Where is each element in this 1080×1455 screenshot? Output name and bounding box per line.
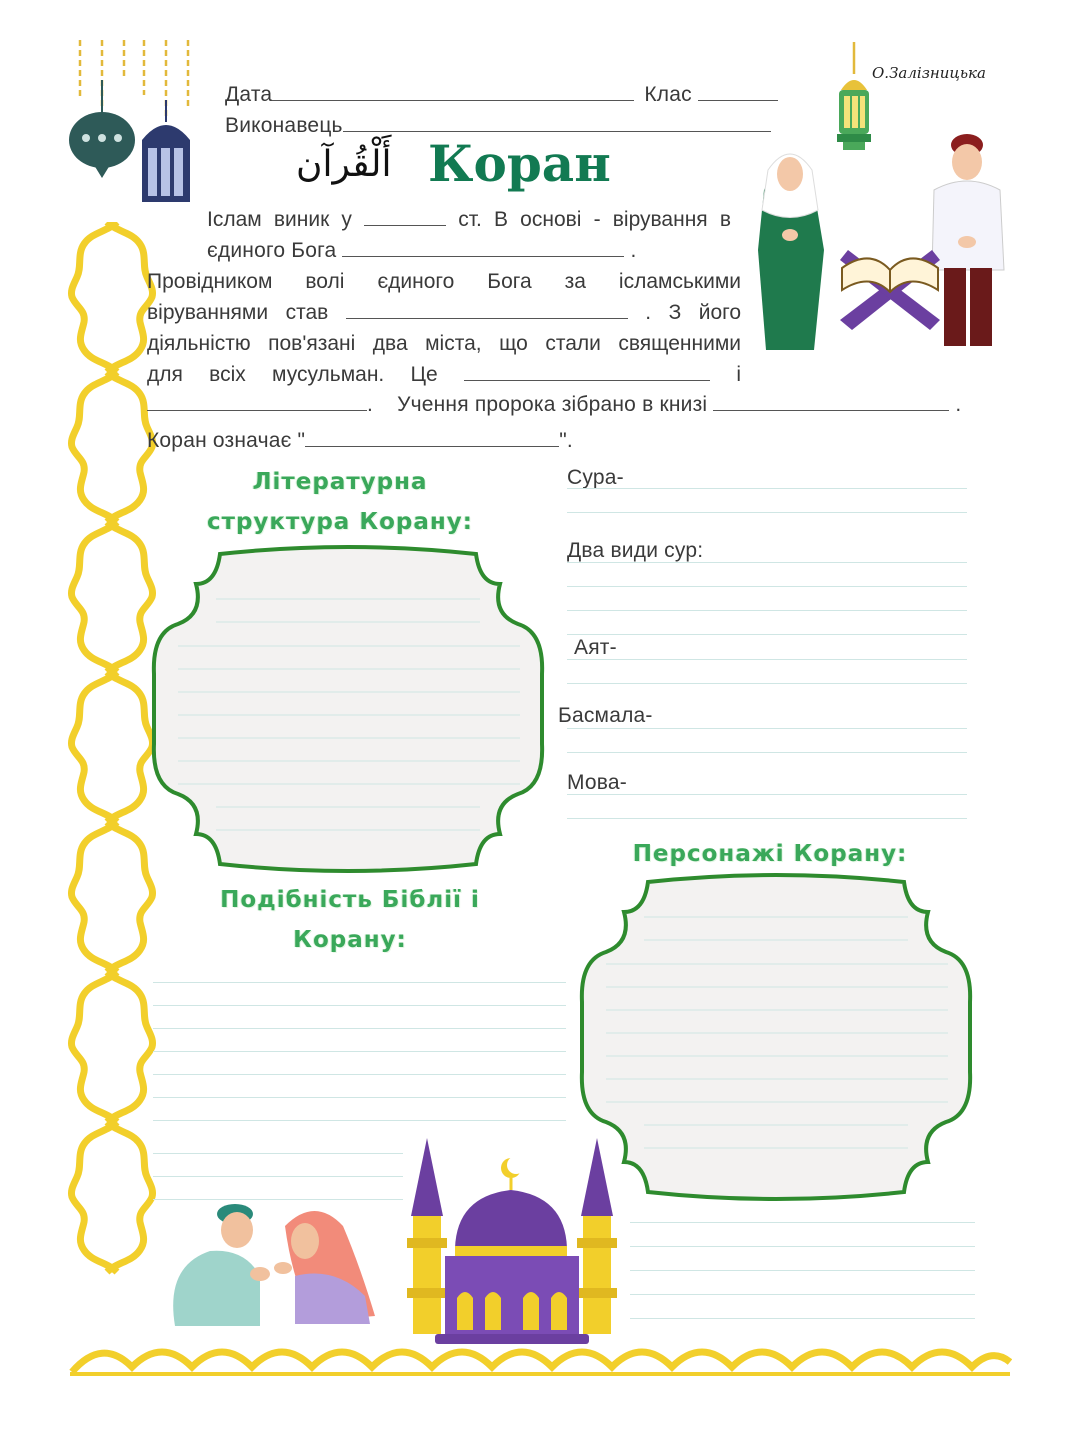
- language-label: Мова-: [567, 771, 628, 794]
- intro-text: віруваннями став: [147, 301, 329, 324]
- writing-line[interactable]: [567, 794, 967, 795]
- intro-line-6: [147, 359, 741, 390]
- intro-line-5: [147, 328, 741, 359]
- writing-line[interactable]: [567, 488, 967, 489]
- writing-line[interactable]: [630, 1222, 975, 1223]
- writing-line[interactable]: [567, 728, 967, 729]
- similarity-heading: [195, 880, 505, 960]
- author-name: О.Залізницька: [872, 64, 986, 82]
- praying-couple-illustration: [165, 1196, 380, 1326]
- people-with-quran-illustration: [752, 130, 1014, 352]
- performer-field[interactable]: [343, 113, 771, 132]
- writing-line[interactable]: [567, 659, 967, 660]
- heading-line: Корану:: [293, 927, 407, 953]
- writing-line[interactable]: [630, 1294, 975, 1295]
- writing-line[interactable]: [153, 1074, 566, 1075]
- characters-frame[interactable]: [578, 872, 974, 1202]
- writing-line[interactable]: [567, 586, 967, 587]
- intro-text: єдиного Бога: [207, 239, 337, 262]
- basmala-label: Басмала-: [558, 704, 653, 727]
- writing-line[interactable]: [153, 1028, 566, 1029]
- performer-label: Виконавець: [225, 114, 343, 137]
- characters-heading: Персонажі Корану:: [632, 841, 908, 867]
- writing-line[interactable]: [567, 634, 967, 635]
- writing-line[interactable]: [567, 752, 967, 753]
- heading-line: Подібність Біблії і: [220, 887, 480, 913]
- intro-text: . З його: [645, 301, 742, 324]
- intro-text: Коран означає ": [147, 429, 306, 452]
- class-field[interactable]: [698, 82, 778, 101]
- meaning-field[interactable]: [305, 428, 559, 447]
- writing-line[interactable]: [153, 982, 566, 983]
- writing-line[interactable]: [153, 1176, 403, 1177]
- class-label: Клас: [644, 83, 692, 106]
- intro-text: для всіх мусульман. Це: [147, 363, 438, 386]
- writing-line[interactable]: [153, 1005, 566, 1006]
- date-label: Дата: [225, 83, 273, 106]
- intro-text: ст. В основі - вірування в: [458, 208, 731, 231]
- arabic-title: أَلْقُرآن: [296, 144, 392, 185]
- page-title: Коран: [428, 134, 611, 193]
- date-field[interactable]: [272, 82, 634, 101]
- writing-line[interactable]: [153, 1051, 566, 1052]
- city-2-field[interactable]: [147, 392, 367, 411]
- mosque-illustration: [405, 1138, 619, 1348]
- intro-text: діяльністю пов'язані два міста, що стали священними: [147, 332, 741, 355]
- god-name-field[interactable]: [342, 238, 624, 257]
- sura-label: Сура-: [567, 466, 624, 489]
- intro-line-7: . Учення пророка зібрано в книзі .: [147, 392, 961, 417]
- city-1-field[interactable]: [464, 362, 710, 381]
- heading-line: Літературна: [252, 469, 428, 495]
- literary-structure-frame[interactable]: [150, 544, 546, 874]
- writing-line[interactable]: [567, 818, 967, 819]
- heading-line: структура Корану:: [206, 509, 473, 535]
- book-field[interactable]: [713, 392, 949, 411]
- writing-line[interactable]: [153, 1153, 403, 1154]
- intro-line-4: [147, 297, 741, 328]
- writing-line[interactable]: [567, 512, 967, 513]
- intro-line-2: єдиного Бога .: [207, 239, 637, 262]
- ayat-label: Аят-: [574, 636, 617, 659]
- date-row: [225, 82, 778, 107]
- intro-text: Учення пророка зібрано в книзі: [397, 393, 708, 416]
- writing-line[interactable]: [630, 1318, 975, 1319]
- intro-line-8: [147, 428, 573, 453]
- writing-line[interactable]: [153, 1097, 566, 1098]
- writing-line[interactable]: [153, 1120, 566, 1121]
- intro-line-3: [147, 266, 741, 297]
- writing-line[interactable]: [567, 562, 967, 563]
- two-types-label: Два види сур:: [567, 539, 704, 562]
- writing-line[interactable]: [567, 683, 967, 684]
- writing-line[interactable]: [567, 610, 967, 611]
- intro-text: ".: [559, 429, 573, 452]
- hanging-lanterns-illustration: [62, 40, 202, 210]
- century-field[interactable]: [364, 207, 446, 226]
- intro-text: і: [736, 363, 742, 386]
- prophet-field[interactable]: [346, 300, 628, 319]
- intro-text: Провідником волі єдиного Бога за ісламськими: [147, 270, 741, 293]
- intro-text: Іслам виник у: [207, 208, 352, 231]
- intro-line-1: [207, 204, 731, 235]
- writing-line[interactable]: [630, 1270, 975, 1271]
- writing-line[interactable]: [630, 1246, 975, 1247]
- literary-structure-heading: [195, 462, 485, 542]
